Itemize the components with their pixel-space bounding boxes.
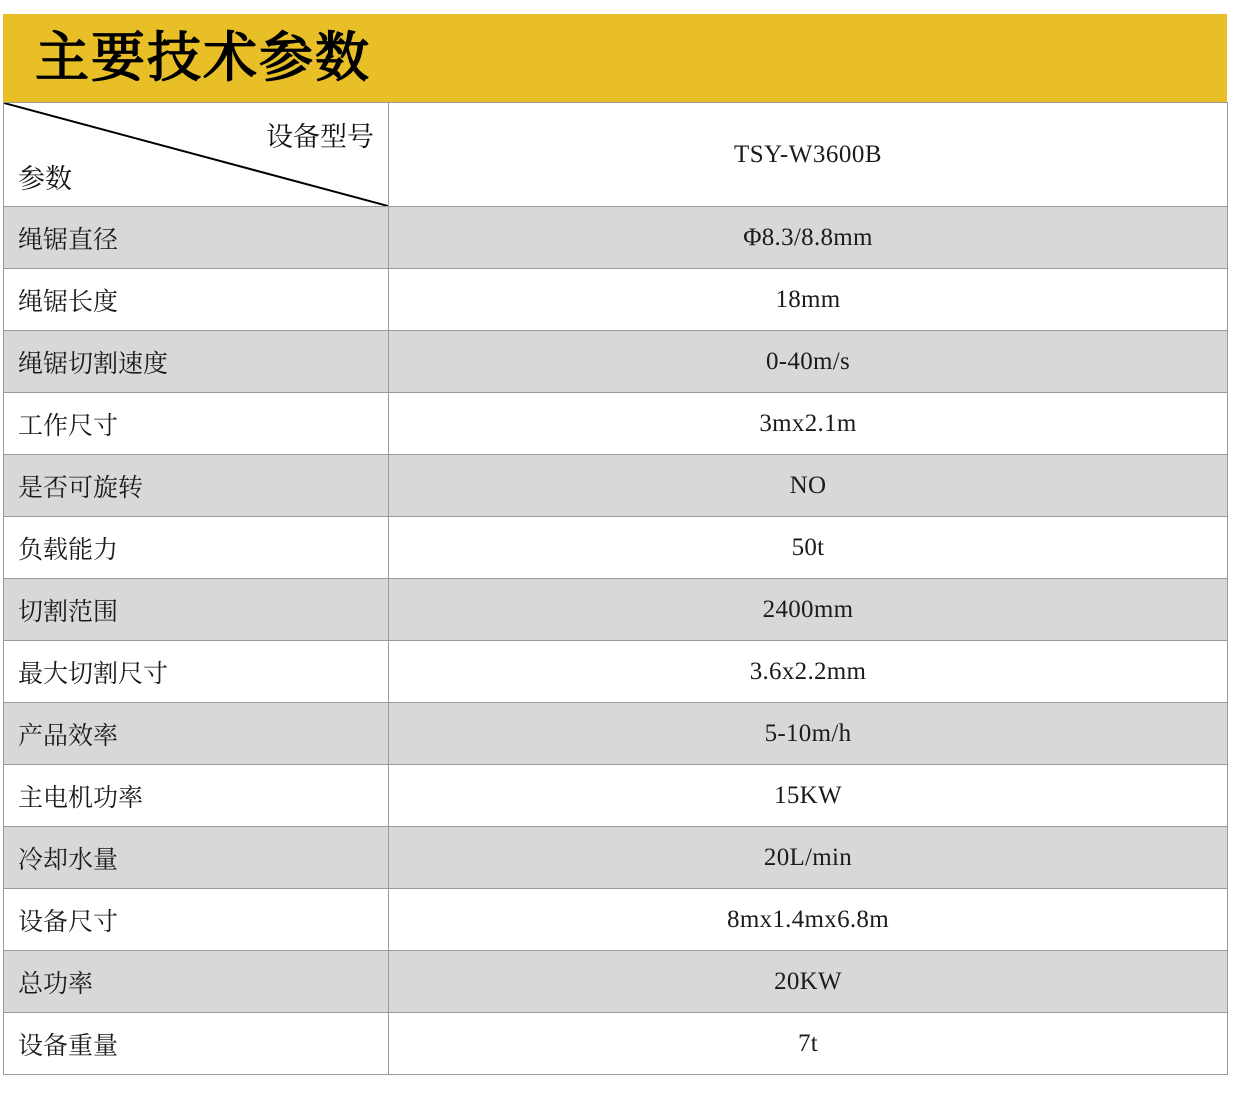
table-row — [4, 827, 1228, 889]
title-banner — [3, 14, 1227, 102]
row-label: 是否可旋转 — [4, 455, 389, 517]
table-row — [4, 269, 1228, 331]
row-value: Φ8.3/8.8mm — [389, 207, 1228, 269]
row-label: 工作尺寸 — [4, 393, 389, 455]
row-label: 设备尺寸 — [4, 889, 389, 951]
table-row — [4, 331, 1228, 393]
row-label: 负载能力 — [4, 517, 389, 579]
row-value: 7t — [389, 1013, 1228, 1075]
row-label: 最大切割尺寸 — [4, 641, 389, 703]
corner-diagonal-cell — [4, 103, 389, 207]
row-value: 0-40m/s — [389, 331, 1228, 393]
row-label: 总功率 — [4, 951, 389, 1013]
row-label: 切割范围 — [4, 579, 389, 641]
row-value: 20L/min — [389, 827, 1228, 889]
row-value: NO — [389, 455, 1228, 517]
page-title: 主要技术参数 — [35, 26, 371, 89]
row-value: 3.6x2.2mm — [389, 641, 1228, 703]
row-label: 绳锯长度 — [4, 269, 389, 331]
row-value: 5-10m/h — [389, 703, 1228, 765]
corner-param-header: 参数 — [18, 164, 72, 195]
model-value-cell: TSY-W3600B — [389, 103, 1228, 207]
table-row — [4, 951, 1228, 1013]
row-value: 18mm — [389, 269, 1228, 331]
table-row — [4, 1013, 1228, 1075]
row-label: 绳锯切割速度 — [4, 331, 389, 393]
row-label: 绳锯直径 — [4, 207, 389, 269]
table-row — [4, 207, 1228, 269]
technical-parameters-table — [3, 102, 1228, 1075]
row-value: 3mx2.1m — [389, 393, 1228, 455]
table-row — [4, 703, 1228, 765]
table-row — [4, 889, 1228, 951]
row-value: 50t — [389, 517, 1228, 579]
table-header-row — [4, 103, 1228, 207]
table-row — [4, 393, 1228, 455]
row-label: 产品效率 — [4, 703, 389, 765]
row-value: 8mx1.4mx6.8m — [389, 889, 1228, 951]
row-label: 设备重量 — [4, 1013, 389, 1075]
row-label: 主电机功率 — [4, 765, 389, 827]
row-value: 2400mm — [389, 579, 1228, 641]
corner-model-header: 设备型号 — [266, 122, 374, 153]
row-value: 15KW — [389, 765, 1228, 827]
row-value: 20KW — [389, 951, 1228, 1013]
table-row — [4, 455, 1228, 517]
table-row — [4, 579, 1228, 641]
row-label: 冷却水量 — [4, 827, 389, 889]
table-row — [4, 517, 1228, 579]
table-row — [4, 641, 1228, 703]
table-row — [4, 765, 1228, 827]
table-body — [4, 103, 1228, 1075]
